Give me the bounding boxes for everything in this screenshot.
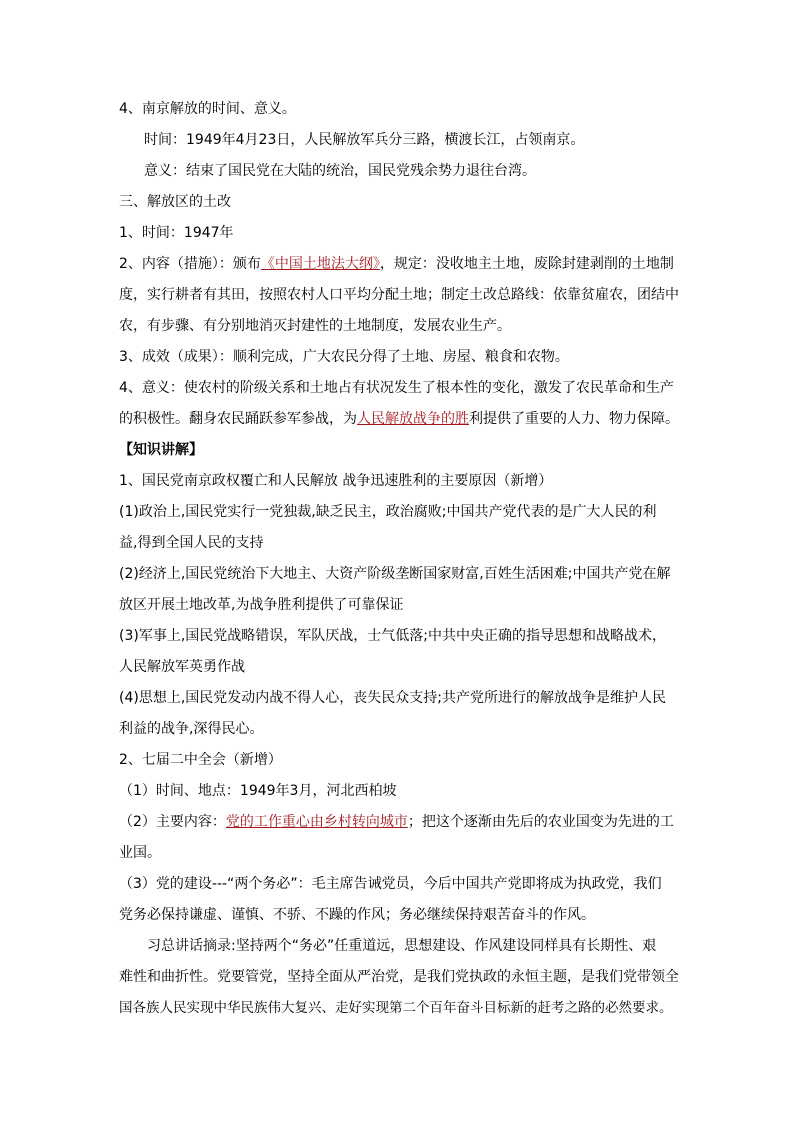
land-reform-content-suffix: ，规定：没收地主土地，废除封建剥削的土地制 bbox=[379, 256, 674, 272]
plenum-time: （1）时间、地点：1949年3月，河北西柏坡 bbox=[119, 783, 397, 799]
work-focus-link[interactable]: 党的工作重心由乡村转向城市 bbox=[225, 814, 408, 830]
plenum-content-line2: 业国。 bbox=[119, 845, 161, 861]
nanjing-time: 时间：1949年4月23日，人民解放军兵分三路，横渡长江，占领南京。 bbox=[144, 132, 585, 148]
plenum-content-line1 bbox=[119, 807, 679, 838]
reasons-heading: 1、国民党南京政权覆亡和人民解放 战争迅速胜利的主要原因（新增） bbox=[119, 473, 553, 489]
speech-line1: 习总讲话摘录:坚持两个“务必”任重道远，思想建设、作风建设同样具有长期性、艰 bbox=[147, 938, 657, 954]
speech-line2: 难性和曲折性。党要管党，坚持全面从严治党，是我们党执政的永恒主题，是我们党带领全 bbox=[119, 969, 679, 985]
nanjing-heading: 4、南京解放的时间、意义。 bbox=[119, 101, 296, 117]
reason4-line1: (4)思想上,国民党发动内战不得人心，丧失民众支持;共产党所进行的解放战争是维护人民 bbox=[119, 690, 666, 706]
land-reform-content-line2: 度，实行耕者有其田，按照农村人口平均分配土地；制定土改总路线：依靠贫雇农，团结中 bbox=[119, 287, 679, 303]
plenum-heading: 2、七届二中全会（新增） bbox=[119, 752, 282, 768]
land-reform-result: 3、成效（成果）：顺利完成，广大农民分得了土地、房屋、粮食和农物。 bbox=[119, 349, 569, 365]
reason4-line2: 利益的战争,深得民心。 bbox=[119, 721, 264, 737]
plenum-content-suffix: ；把这个逐渐由先后的农业国变为先进的工 bbox=[407, 814, 674, 830]
reason1-line2: 益,得到全国人民的支持 bbox=[119, 535, 264, 551]
land-reform-meaning-line1: 4、意义：使农村的阶级关系和土地占有状况发生了根本性的变化，激发了农民革命和生产 bbox=[119, 380, 674, 396]
land-reform-meaning-suffix: 利提供了重要的人力、物力保障。 bbox=[469, 411, 679, 427]
land-reform-content-line1 bbox=[119, 249, 679, 280]
land-reform-meaning-prefix: 的积极性。翻身农民踊跃参军参战，为 bbox=[119, 411, 357, 427]
plenum-build-line1: （3）党的建设---“两个务必”：毛主席告诫党员，今后中国共产党即将成为执政党，我们 bbox=[119, 876, 662, 892]
reason3-line2: 人民解放军英勇作战 bbox=[119, 659, 245, 675]
plenum-build-line2: 党务必保持谦虚、谨慎、不骄、不躁的作风；务必继续保持艰苦奋斗的作风。 bbox=[119, 907, 595, 923]
land-reform-meaning-line2 bbox=[119, 404, 679, 435]
land-reform-time: 1、时间：1947年 bbox=[119, 225, 234, 241]
knowledge-heading: 【知识讲解】 bbox=[119, 442, 203, 458]
speech-line3: 国各族人民实现中华民族伟大复兴、走好实现第二个百年奋斗目标新的赶考之路的必然要求。 bbox=[119, 1000, 673, 1016]
land-reform-content-prefix: 2、内容（措施）：颁布 bbox=[119, 256, 261, 272]
nanjing-meaning: 意义：结束了国民党在大陆的统治，国民党残余势力退往台湾。 bbox=[144, 163, 536, 179]
reason1-line1: (1)政治上,国民党实行一党独裁,缺乏民主，政治腐败;中国共产党代表的是广大人民的利 bbox=[119, 504, 657, 520]
plenum-content-prefix: （2）主要内容： bbox=[119, 814, 226, 830]
reason3-line1: (3)军事上,国民党战略错误，军队厌战，士气低落;中共中央正确的指导思想和战略战术， bbox=[119, 628, 666, 644]
liberation-war-link[interactable]: 人民解放战争的胜 bbox=[357, 411, 469, 427]
reason2-line1: (2)经济上,国民党统治下大地主、大资产阶级垄断国家财富,百姓生活困难;中国共产党在解 bbox=[119, 566, 671, 582]
land-reform-content-line3: 农，有步骤、有分别地消灭封建性的土地制度，发展农业生产。 bbox=[119, 318, 511, 334]
land-reform-heading: 三、解放区的土改 bbox=[119, 194, 231, 210]
reason2-line2: 放区开展土地改革,为战争胜利提供了可靠保证 bbox=[119, 597, 404, 613]
document-body bbox=[119, 94, 679, 1024]
land-law-link[interactable]: 《中国土地法大纲》 bbox=[260, 256, 380, 272]
